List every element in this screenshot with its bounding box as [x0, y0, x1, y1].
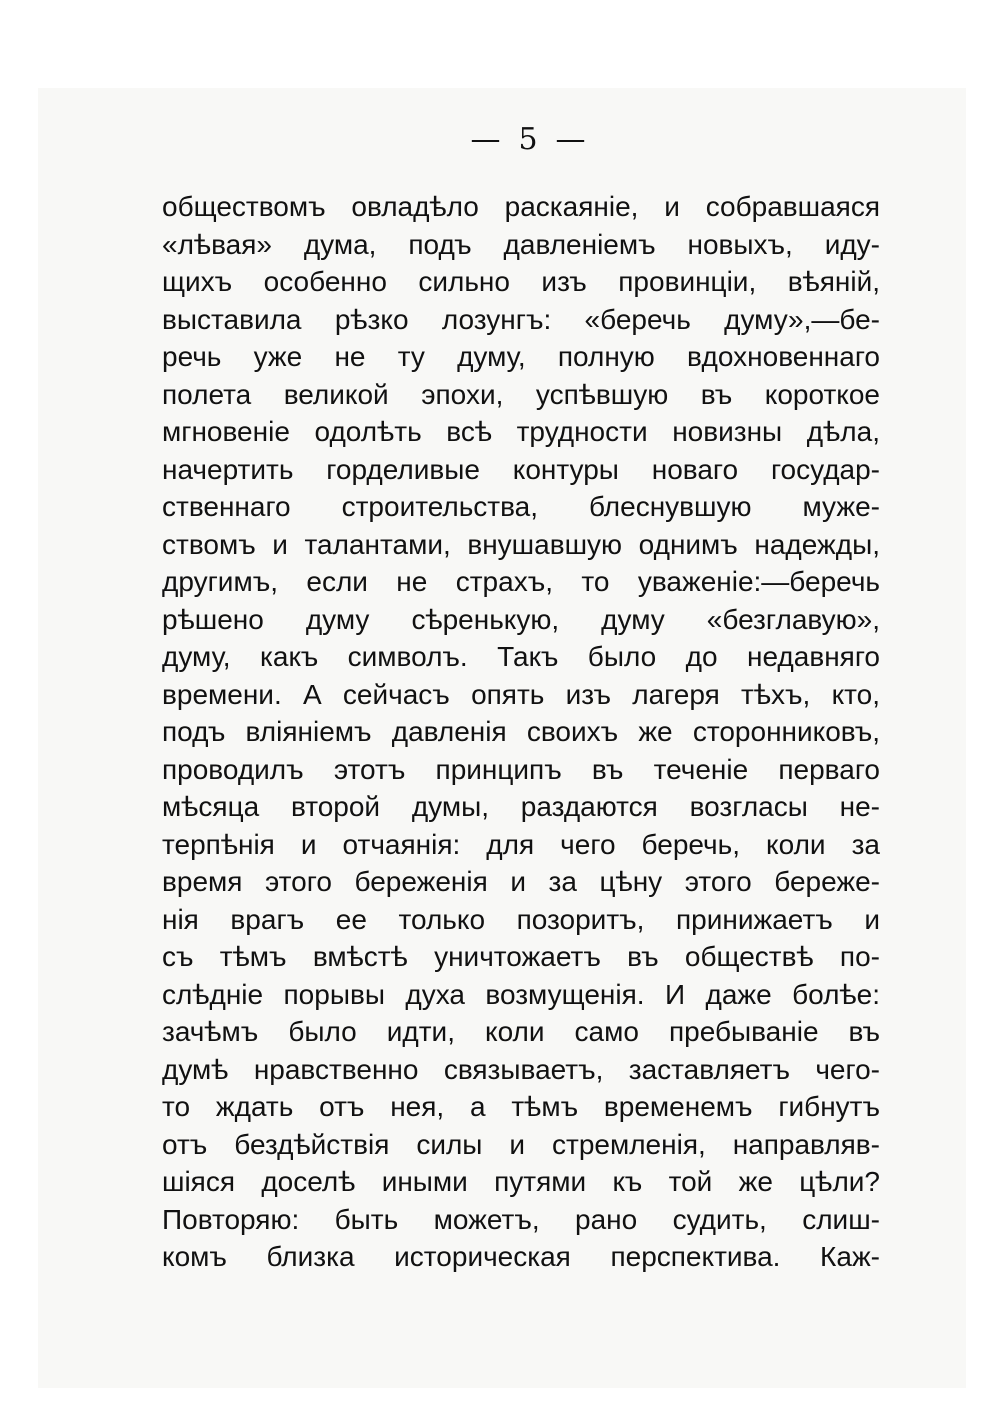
text-line: слѣдніе порывы духа возмущенія. И даже болѣе:: [162, 978, 880, 1010]
text-line: рѣшено думу сѣренькую, думу «безглавую»,: [162, 603, 880, 635]
text-line: мѣсяца второй думы, раздаются возгласы не-: [162, 791, 880, 822]
text-line: выставила рѣзко лозунгъ: «беречь думу»,—бе-: [162, 303, 880, 335]
text-line: комъ близка историческая перспектива. Каж-: [162, 1241, 880, 1272]
text-line: проводилъ этотъ принципъ въ теченіе перваго: [162, 753, 880, 785]
text-line: речь уже не ту думу, полную вдохновеннаго: [162, 341, 880, 372]
text-line: терпѣнія и отчаянія: для чего беречь, коли за: [162, 828, 880, 860]
page-number-header: [28, 122, 1000, 157]
text-line: начертить горделивые контуры новаго государ-: [162, 453, 880, 485]
text-line: обществомъ овладѣло раскаяніе, и собравшаяся: [162, 191, 880, 222]
text-line: ственнаго строительства, блеснувшую муже-: [162, 491, 880, 522]
text-line: думу, какъ символъ. Такъ было до недавняго: [162, 641, 880, 672]
text-line: думѣ нравственно связываетъ, заставляетъ чего-: [162, 1053, 880, 1085]
text-line: отъ бездѣйствія силы и стремленія, направляв-: [162, 1128, 880, 1160]
header-dash-right: —: [555, 122, 586, 157]
text-line: ствомъ и талантами, внушавшую однимъ надежды,: [162, 528, 880, 560]
text-line: зачѣмъ было идти, коли само пребываніе въ: [162, 1016, 880, 1047]
text-line: нія врагъ ее только позоритъ, принижаетъ и: [162, 903, 880, 935]
page-number: 5: [518, 122, 538, 157]
text-line: шіяся доселѣ иными путями къ той же цѣли?: [162, 1166, 880, 1197]
text-line: подъ вліяніемъ давленія своихъ же сторонниковъ,: [162, 716, 880, 747]
text-line: съ тѣмъ вмѣстѣ уничтожаетъ въ обществѣ по-: [162, 941, 880, 972]
text-line: мгновеніе одолѣть всѣ трудности новизны дѣла,: [162, 416, 880, 447]
text-line: другимъ, если не страхъ, то уваженіе:—беречь: [162, 566, 880, 597]
text-line: Повторяю: быть можетъ, рано судить, слиш-: [162, 1203, 880, 1235]
text-line: щихъ особенно сильно изъ провинціи, вѣяній,: [162, 266, 880, 297]
text-line: полета великой эпохи, успѣвшую въ короткое: [162, 378, 880, 410]
text-line: время этого береженія и за цѣну этого береже-: [162, 866, 880, 897]
text-line: «лѣвая» дума, подъ давленіемъ новыхъ, иду-: [162, 228, 880, 260]
body-text: [162, 188, 880, 1276]
text-line: времени. А сейчасъ опять изъ лагеря тѣхъ, кто,: [162, 678, 880, 710]
header-dash-left: —: [470, 122, 501, 157]
text-line: то ждать отъ нея, а тѣмъ временемъ гибнутъ: [162, 1091, 880, 1122]
